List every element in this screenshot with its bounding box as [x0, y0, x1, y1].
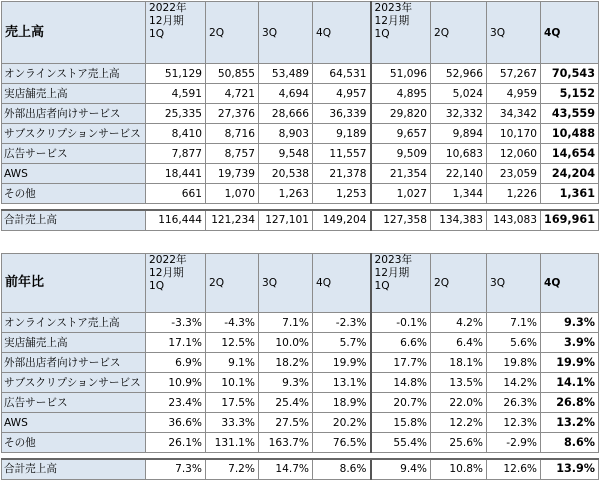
value-cell: -2.3% [313, 313, 371, 333]
value-cell: 1,263 [259, 184, 313, 204]
value-cell: 10,170 [487, 124, 541, 144]
value-cell: 1,027 [371, 184, 431, 204]
value-cell: 9.3% [259, 373, 313, 393]
value-cell: 4,721 [206, 84, 259, 104]
header-2023-3q: 3Q [487, 2, 541, 64]
value-cell: 50,855 [206, 64, 259, 84]
value-cell: 36.6% [146, 413, 206, 433]
value-cell: -4.3% [206, 313, 259, 333]
row-label: その他 [2, 184, 146, 204]
row-label: 広告サービス [2, 144, 146, 164]
row-label: 外部出店者向けサービス [2, 104, 146, 124]
value-cell: 33.3% [206, 413, 259, 433]
value-cell: 36,339 [313, 104, 371, 124]
total-row [2, 210, 599, 230]
value-cell: 26.8% [541, 393, 599, 413]
value-cell: 53,489 [259, 64, 313, 84]
value-cell: 10.0% [259, 333, 313, 353]
table-row [2, 164, 599, 184]
row-label: 外部出店者向けサービス [2, 353, 146, 373]
value-cell: 7,877 [146, 144, 206, 164]
value-cell: -0.1% [371, 313, 431, 333]
value-cell: 76.5% [313, 433, 371, 453]
value-cell: 26.1% [146, 433, 206, 453]
value-cell: 64,531 [313, 64, 371, 84]
header-2023-1q: 2023年 12月期 1Q [374, 254, 413, 292]
value-cell: 14.1% [541, 373, 599, 393]
table-row [2, 433, 599, 453]
value-cell: 22,140 [431, 164, 487, 184]
table-row [2, 393, 599, 413]
row-label: AWS [2, 413, 146, 433]
value-cell: 7.1% [487, 313, 541, 333]
table-row [2, 353, 599, 373]
value-cell: 1,253 [313, 184, 371, 204]
value-cell: 18.2% [259, 353, 313, 373]
value-cell: 23.4% [146, 393, 206, 413]
value-cell: 5.7% [313, 333, 371, 353]
row-label: 合計売上高 [2, 459, 146, 479]
header-2023-4q: 4Q [541, 254, 599, 313]
sales-rows [2, 64, 599, 231]
value-cell: 23,059 [487, 164, 541, 184]
value-cell: 1,361 [541, 184, 599, 204]
table-row [2, 184, 599, 204]
value-cell: 24,204 [541, 164, 599, 184]
value-cell: 116,444 [146, 210, 206, 230]
value-cell: 1,226 [487, 184, 541, 204]
yoy-header-row [2, 254, 599, 313]
header-2022-4q: 4Q [313, 254, 371, 313]
value-cell: 10,683 [431, 144, 487, 164]
value-cell: 143,083 [487, 210, 541, 230]
value-cell: 1,344 [431, 184, 487, 204]
value-cell: 9.3% [541, 313, 599, 333]
value-cell: 12.6% [487, 459, 541, 479]
value-cell: 9,509 [371, 144, 431, 164]
total-row [2, 459, 599, 479]
value-cell: 51,129 [146, 64, 206, 84]
header-2022-1q: 2022年 12月期 1Q [149, 2, 187, 40]
value-cell: 7.1% [259, 313, 313, 333]
value-cell: 13.1% [313, 373, 371, 393]
value-cell: 9,894 [431, 124, 487, 144]
value-cell: 9,548 [259, 144, 313, 164]
value-cell: 25.4% [259, 393, 313, 413]
value-cell: 6.6% [371, 333, 431, 353]
value-cell: 57,267 [487, 64, 541, 84]
value-cell: 8,903 [259, 124, 313, 144]
value-cell: 19.9% [541, 353, 599, 373]
header-2022-3q: 3Q [259, 2, 313, 64]
value-cell: 4,957 [313, 84, 371, 104]
value-cell: 51,096 [371, 64, 431, 84]
table-row [2, 373, 599, 393]
value-cell: 17.5% [206, 393, 259, 413]
value-cell: 55.4% [371, 433, 431, 453]
value-cell: 43,559 [541, 104, 599, 124]
row-label: オンラインストア売上高 [2, 313, 146, 333]
value-cell: 13.5% [431, 373, 487, 393]
table-row [2, 104, 599, 124]
header-2022-4q: 4Q [313, 2, 371, 64]
value-cell: 32,332 [431, 104, 487, 124]
value-cell: 134,383 [431, 210, 487, 230]
table-row [2, 333, 599, 353]
value-cell: 10,488 [541, 124, 599, 144]
row-label: 合計売上高 [2, 210, 146, 230]
table-row [2, 64, 599, 84]
header-2022-3q: 3Q [259, 254, 313, 313]
value-cell: 17.7% [371, 353, 431, 373]
value-cell: 19.9% [313, 353, 371, 373]
value-cell: 20.2% [313, 413, 371, 433]
row-label: 実店舗売上高 [2, 333, 146, 353]
value-cell: 27.5% [259, 413, 313, 433]
value-cell: 34,342 [487, 104, 541, 124]
row-label: 実店舗売上高 [2, 84, 146, 104]
value-cell: 127,358 [371, 210, 431, 230]
value-cell: 12,060 [487, 144, 541, 164]
value-cell: 11,557 [313, 144, 371, 164]
value-cell: 20.7% [371, 393, 431, 413]
value-cell: 20,538 [259, 164, 313, 184]
header-2022-1q: 2022年 12月期 1Q [149, 254, 187, 292]
value-cell: 3.9% [541, 333, 599, 353]
row-label: サブスクリプションサービス [2, 373, 146, 393]
yoy-rows [2, 313, 599, 480]
header-2023-2q: 2Q [431, 254, 487, 313]
table-row [2, 413, 599, 433]
table-row [2, 84, 599, 104]
value-cell: 13.2% [541, 413, 599, 433]
value-cell: 131.1% [206, 433, 259, 453]
value-cell: 10.9% [146, 373, 206, 393]
value-cell: 10.1% [206, 373, 259, 393]
value-cell: 9,657 [371, 124, 431, 144]
value-cell: 8,410 [146, 124, 206, 144]
header-2023-3q: 3Q [487, 254, 541, 313]
value-cell: 12.3% [487, 413, 541, 433]
value-cell: 29,820 [371, 104, 431, 124]
table-row [2, 313, 599, 333]
value-cell: 14,654 [541, 144, 599, 164]
row-label: オンラインストア売上高 [2, 64, 146, 84]
value-cell: 7.2% [206, 459, 259, 479]
row-label: サブスクリプションサービス [2, 124, 146, 144]
value-cell: 19,739 [206, 164, 259, 184]
value-cell: 9.1% [206, 353, 259, 373]
value-cell: 5,152 [541, 84, 599, 104]
value-cell: 163.7% [259, 433, 313, 453]
value-cell: 18,441 [146, 164, 206, 184]
value-cell: 14.2% [487, 373, 541, 393]
value-cell: 5,024 [431, 84, 487, 104]
row-label: その他 [2, 433, 146, 453]
yoy-table [1, 253, 599, 480]
sales-header-row [2, 2, 599, 64]
value-cell: 10.8% [431, 459, 487, 479]
header-2022-2q: 2Q [206, 254, 259, 313]
value-cell: 14.7% [259, 459, 313, 479]
table-row [2, 124, 599, 144]
value-cell: 18.1% [431, 353, 487, 373]
value-cell: 6.4% [431, 333, 487, 353]
value-cell: 21,378 [313, 164, 371, 184]
value-cell: 14.8% [371, 373, 431, 393]
sales-title: 売上高 [2, 2, 146, 64]
value-cell: 4,694 [259, 84, 313, 104]
value-cell: 15.8% [371, 413, 431, 433]
value-cell: 28,666 [259, 104, 313, 124]
value-cell: 9,189 [313, 124, 371, 144]
header-2022-2q: 2Q [206, 2, 259, 64]
value-cell: 4,959 [487, 84, 541, 104]
value-cell: 5.6% [487, 333, 541, 353]
value-cell: 8,716 [206, 124, 259, 144]
yoy-title: 前年比 [2, 254, 146, 313]
value-cell: 6.9% [146, 353, 206, 373]
value-cell: 25.6% [431, 433, 487, 453]
header-2023-2q: 2Q [431, 2, 487, 64]
value-cell: 4,591 [146, 84, 206, 104]
value-cell: 4,895 [371, 84, 431, 104]
value-cell: 127,101 [259, 210, 313, 230]
value-cell: 70,543 [541, 64, 599, 84]
value-cell: 27,376 [206, 104, 259, 124]
row-label: AWS [2, 164, 146, 184]
value-cell: 12.5% [206, 333, 259, 353]
value-cell: 661 [146, 184, 206, 204]
value-cell: 4.2% [431, 313, 487, 333]
value-cell: 8.6% [541, 433, 599, 453]
value-cell: 7.3% [146, 459, 206, 479]
value-cell: 8,757 [206, 144, 259, 164]
value-cell: 169,961 [541, 210, 599, 230]
table-row [2, 144, 599, 164]
value-cell: 21,354 [371, 164, 431, 184]
header-2023-4q: 4Q [541, 2, 599, 64]
value-cell: 22.0% [431, 393, 487, 413]
value-cell: 25,335 [146, 104, 206, 124]
value-cell: 121,234 [206, 210, 259, 230]
value-cell: 9.4% [371, 459, 431, 479]
sales-table [1, 1, 599, 231]
value-cell: 1,070 [206, 184, 259, 204]
value-cell: 17.1% [146, 333, 206, 353]
value-cell: 13.9% [541, 459, 599, 479]
value-cell: 26.3% [487, 393, 541, 413]
header-2023-1q: 2023年 12月期 1Q [374, 2, 413, 40]
row-label: 広告サービス [2, 393, 146, 413]
value-cell: 149,204 [313, 210, 371, 230]
value-cell: -3.3% [146, 313, 206, 333]
value-cell: 19.8% [487, 353, 541, 373]
value-cell: 8.6% [313, 459, 371, 479]
value-cell: 52,966 [431, 64, 487, 84]
value-cell: 12.2% [431, 413, 487, 433]
value-cell: -2.9% [487, 433, 541, 453]
value-cell: 18.9% [313, 393, 371, 413]
